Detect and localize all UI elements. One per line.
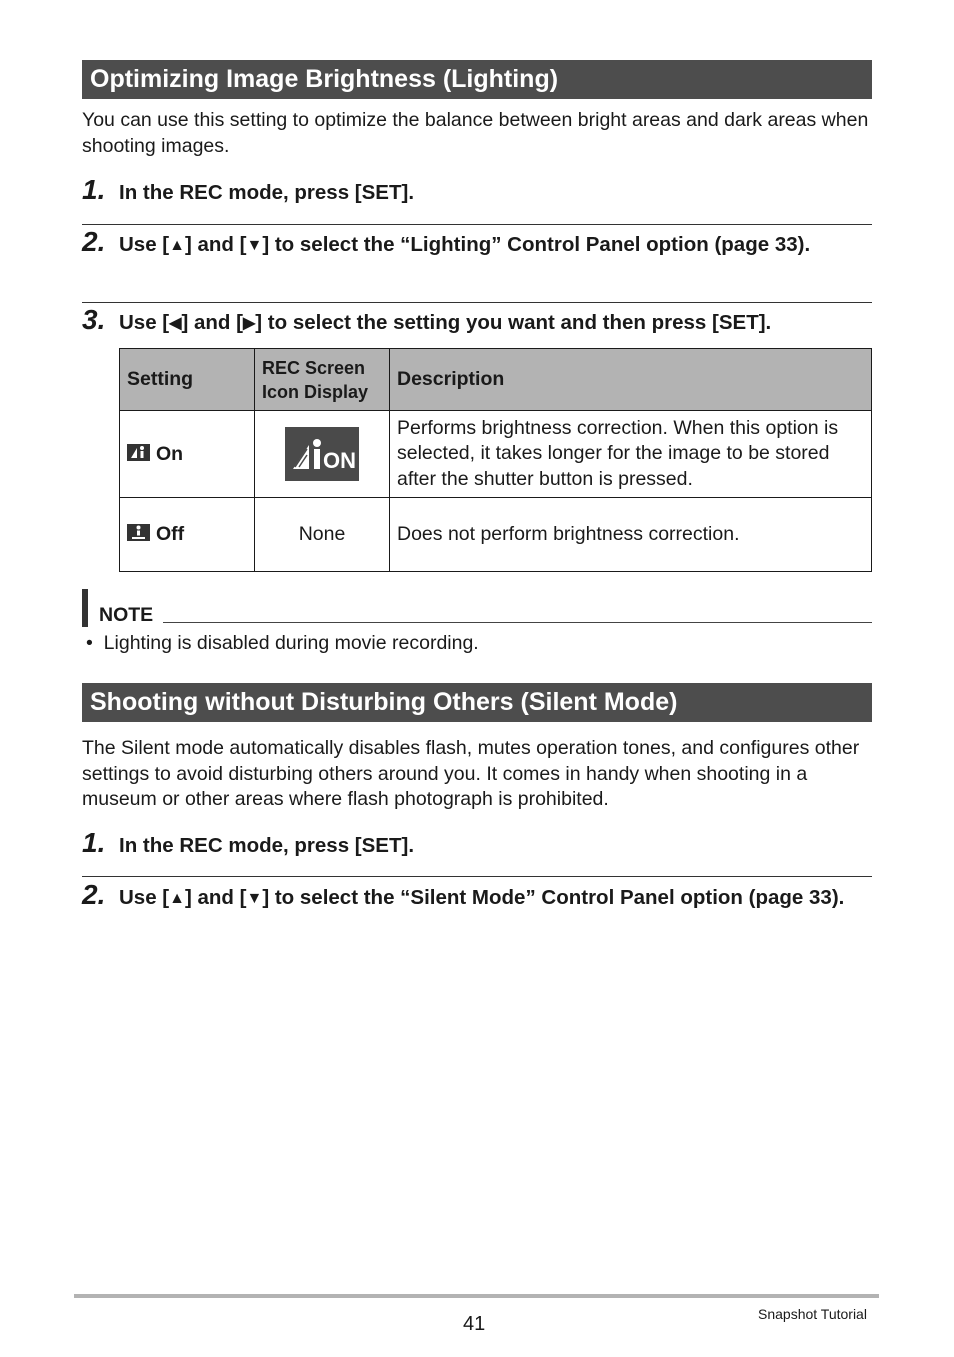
setting-label: Off <box>156 523 185 545</box>
step-text-part: Use [ <box>119 886 170 909</box>
up-arrow-icon: ▲ <box>169 890 185 907</box>
section-heading-lighting: Optimizing Image Brightness (Lighting) <box>82 60 872 99</box>
footer-section-label: Snapshot Tutorial <box>758 1306 867 1322</box>
step-text-part: Use [ <box>119 233 170 256</box>
step-number: 1. <box>82 827 106 858</box>
lighting-settings-table <box>119 348 872 572</box>
step-text: In the REC mode, press [SET]. <box>119 834 415 857</box>
step-text-part: ] and [ <box>181 311 243 334</box>
setting-label: On <box>156 442 184 465</box>
step-text: In the REC mode, press [SET]. <box>119 181 415 204</box>
step-text <box>119 232 874 259</box>
step-text-part: ] to select the “Silent Mode” Control Panel option (page 33). <box>262 886 845 909</box>
note-item: • Lighting is disabled during movie recording. <box>86 632 479 654</box>
header-description: Description <box>390 349 872 411</box>
divider <box>82 876 872 877</box>
down-arrow-icon: ▼ <box>246 890 263 907</box>
step-number: 1. <box>82 174 106 205</box>
section-heading-silent-mode: Shooting without Disturbing Others (Silent Mode) <box>82 683 872 722</box>
header-setting: Setting <box>120 349 255 411</box>
footer-divider <box>74 1294 879 1298</box>
description-cell: Does not perform brightness correction. <box>390 498 872 572</box>
right-arrow-icon: ▶ <box>242 315 256 332</box>
divider <box>82 224 872 225</box>
table-row <box>120 411 872 498</box>
lighting-on-screen-icon <box>285 427 359 481</box>
lighting-off-icon <box>127 524 150 541</box>
left-arrow-icon: ◀ <box>169 315 182 332</box>
page-number: 41 <box>463 1313 486 1335</box>
step-text-part: Use [ <box>119 311 170 334</box>
step-text-part: ] and [ <box>184 886 247 909</box>
icon-display-cell <box>255 411 390 498</box>
up-arrow-icon: ▲ <box>169 237 185 254</box>
description-cell: Performs brightness correction. When this option is selected, it takes longer for the image to be stored after the shutter button is pressed. <box>390 411 872 498</box>
note-label: NOTE <box>99 604 154 626</box>
step-text <box>119 885 874 912</box>
table-row <box>120 498 872 572</box>
down-arrow-icon: ▼ <box>246 237 263 254</box>
step-number: 2. <box>82 879 106 910</box>
note-divider <box>163 622 872 623</box>
svg-text:ON: ON <box>323 448 356 473</box>
step-number: 3. <box>82 304 106 335</box>
step-text <box>119 310 874 337</box>
setting-cell <box>120 411 255 498</box>
table-header-row <box>120 349 872 411</box>
divider <box>82 302 872 303</box>
lighting-intro: You can use this setting to optimize the balance between bright areas and dark areas when shooting images. <box>82 109 869 157</box>
setting-cell <box>120 498 255 572</box>
step-number: 2. <box>82 226 106 257</box>
step-text-part: ] to select the setting you want and then press [SET]. <box>255 311 772 334</box>
step-text-part: ] to select the “Lighting” Control Panel option (page 33). <box>262 233 811 256</box>
silent-mode-intro: The Silent mode automatically disables flash, mutes operation tones, and configures other settings to avoid disturbing others around you. It comes in handy when shooting in a museum or other areas where flash photograph is prohibited. <box>82 737 860 810</box>
step-text-part: ] and [ <box>184 233 247 256</box>
note-marker <box>82 589 88 627</box>
header-rec-screen-icon: REC Screen Icon Display <box>255 349 390 411</box>
note-text: Lighting is disabled during movie recording. <box>103 632 479 654</box>
lighting-on-icon <box>127 444 150 461</box>
icon-display-cell: None <box>255 498 390 572</box>
